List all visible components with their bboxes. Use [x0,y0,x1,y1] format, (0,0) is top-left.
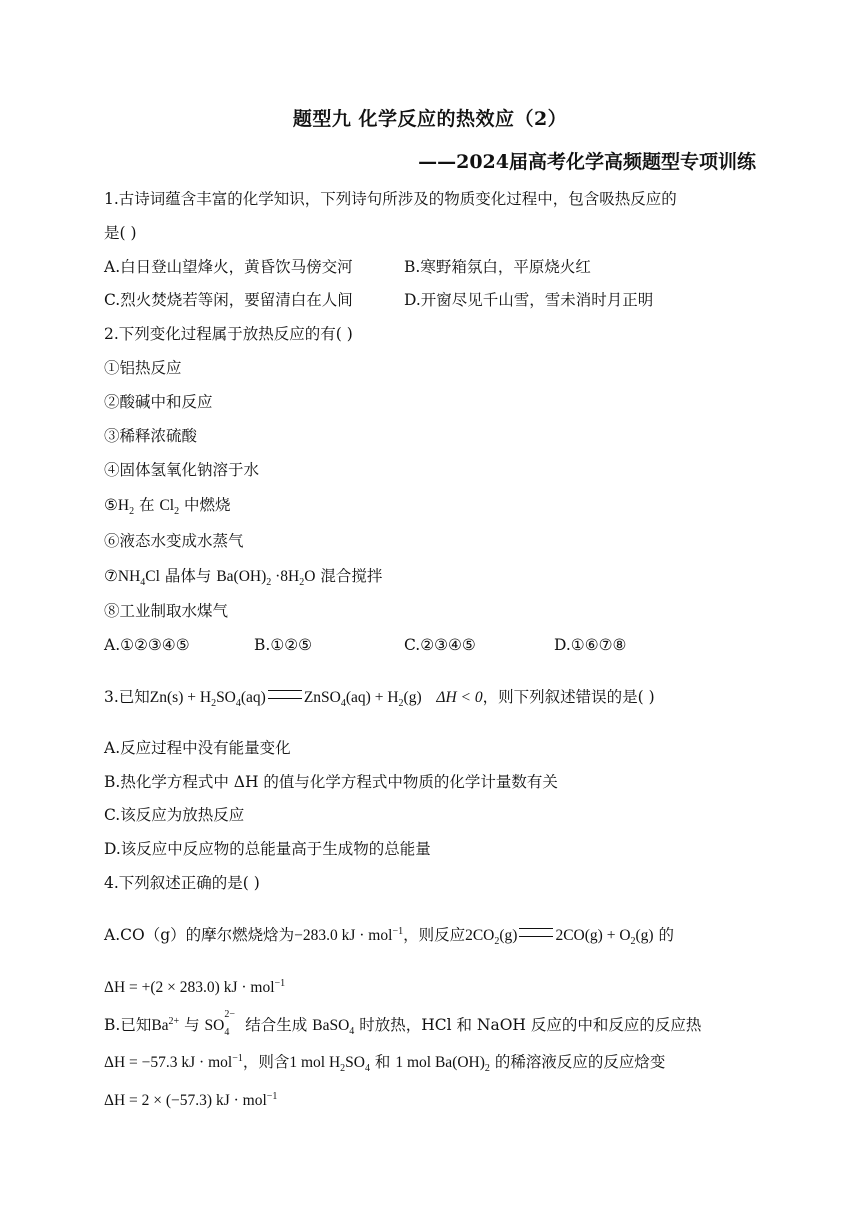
q2-stem: 2.下列变化过程属于放热反应的有( ) [104,325,353,343]
formula-cl: Cl [159,497,175,514]
q2-item-2: ②酸碱中和反应 [104,393,213,411]
subscript: 4 [340,698,346,710]
formula-o: O [304,568,316,585]
page-title: 题型九 化学反应的热效应（2） [292,108,568,130]
q2-item-7 [104,565,382,588]
q1-option-b: B.寒野箱氛白，平原烧火红 [404,258,591,276]
formula-h2so4: SO [345,1054,365,1071]
q1-option-c: C.烈火焚烧若等闲，要留清白在人间 [104,291,353,309]
q4-option-a-line2 [104,976,285,999]
enthalpy-expression: ΔH = −57.3 kJ · mol [104,1054,233,1071]
text: 在 [134,496,160,514]
text: 中燃烧 [179,496,231,514]
text: 时放热，HCl 和 NaOH 反应的中和反应的反应热 [354,1016,702,1034]
equation-reactant: SO [216,689,236,706]
q3-option-c: C.该反应为放热反应 [104,806,245,824]
subscript: 2 [630,936,636,948]
equals-sign-icon [268,690,302,699]
text: ，则下列叙述错误的是( ) [482,688,655,706]
subscript: 2 [299,577,305,589]
formula-cl: Cl [145,568,160,585]
subscript: 2 [211,698,217,710]
text: ，则含 [242,1053,290,1071]
subscript: 2 [174,506,180,518]
q2-item-7-num: ⑦ [104,567,118,585]
q4-option-b-line1 [104,1009,702,1038]
equation-product: (g) [635,927,654,944]
subscript: 2 [129,506,135,518]
formula-h2so4: 1 mol H [289,1054,341,1071]
q1-option-a: A.白日登山望烽火，黄昏饮马傍交河 [104,258,353,276]
q1-stem-line2: 是( ) [104,224,137,242]
text: 和 [370,1053,396,1071]
superscript: −1 [274,977,286,989]
superscript: −1 [266,1090,278,1102]
q3-option-a: A.反应过程中没有能量变化 [104,739,291,757]
ion-so4: SO [204,1017,225,1034]
q3-option-b: B.热化学方程式中 ΔH 的值与化学方程式中物质的化学计量数有关 [104,773,558,791]
equals-sign-icon [519,928,553,937]
q4-option-a-line1 [104,924,674,947]
subscript: 2 [494,936,500,948]
superscript: −1 [392,925,404,937]
equation-reactant: Zn(s) + H [149,689,212,706]
q2-option-a: A.①②③④⑤ [104,636,190,654]
q4-stem: 4.下列叙述正确的是( ) [104,874,260,892]
formula-baso4: BaSO [312,1017,350,1034]
enthalpy-expression: ΔH = +(2 × 283.0) kJ · mol [104,979,275,996]
equation-product: 2CO(g) + O [555,927,631,944]
text: B.已知 [104,1016,152,1034]
q2-item-5-num: ⑤ [104,496,118,514]
formula-baoh2: Ba(OH) [216,568,267,585]
superscript: −1 [232,1052,243,1064]
q2-item-5 [104,494,231,517]
superscript: 2+ [168,1015,180,1027]
formula-nh4: NH [117,568,141,585]
ion-ba: Ba [151,1017,169,1034]
q3-stem [104,686,655,709]
text: 的 [653,926,675,944]
formula-h2o: ·8H [271,568,300,585]
subscript: 4 [235,698,241,710]
q1-stem-line1: 1.古诗词蕴含丰富的化学知识，下列诗句所涉及的物质变化过程中，包含吸热反应的 [104,190,677,208]
text: 混合搅拌 [315,567,383,585]
text: 结合生成 [240,1016,313,1034]
subscript: 4 [349,1026,355,1038]
enthalpy-value: −283.0 kJ · mol [294,927,393,944]
equation-product: (aq) + H [345,689,399,706]
text: 晶体与 [159,567,217,585]
equation-reactant: (aq) [240,689,266,706]
text: ，则反应 [403,926,466,944]
q2-item-4: ④固体氢氧化钠溶于水 [104,461,260,479]
q3-option-d: D.该反应中反应物的总能量高于生成物的总能量 [104,840,431,858]
q4-option-b-line2 [104,1051,665,1074]
q4-option-b-line3 [104,1089,277,1112]
formula-h: H [117,497,130,514]
q1-option-d: D.开窗尽见千山雪，雪未消时月正明 [404,291,654,309]
q2-item-1: ①铝热反应 [104,359,182,377]
page-subtitle: ——2024届高考化学高频题型专项训练 [418,151,756,173]
ion-charge-stack: 2− 4 [224,1009,236,1038]
subscript: 2 [484,1063,490,1075]
q2-item-3: ③稀释浓硫酸 [104,427,198,445]
q2-option-c: C.②③④⑤ [404,636,476,654]
text: 与 [179,1016,205,1034]
equation-product: (g) [403,689,422,706]
q2-option-d: D.①⑥⑦⑧ [554,636,627,654]
equation-product: ZnSO [303,689,341,706]
subscript: 2 [266,577,272,589]
text: 的稀溶液反应的反应焓变 [489,1053,666,1071]
equation-reactant: (g) [499,927,518,944]
q2-item-6: ⑥液态水变成水蒸气 [104,532,244,550]
q2-item-8: ⑧工业制取水煤气 [104,602,229,620]
formula-baoh2: 1 mol Ba(OH) [395,1054,485,1071]
text: A.CO（g）的摩尔燃烧焓为 [104,926,295,944]
enthalpy-condition: ΔH < 0 [436,689,483,706]
q2-option-b: B.①②⑤ [254,636,313,654]
subscript: 4 [365,1063,370,1075]
subscript: 2 [398,698,404,710]
equation-reactant: 2CO [465,927,495,944]
subscript: 2 [340,1063,346,1075]
text: 3.已知 [104,688,150,706]
enthalpy-expression: ΔH = 2 × (−57.3) kJ · mol [104,1092,267,1109]
subscript: 4 [140,577,146,589]
